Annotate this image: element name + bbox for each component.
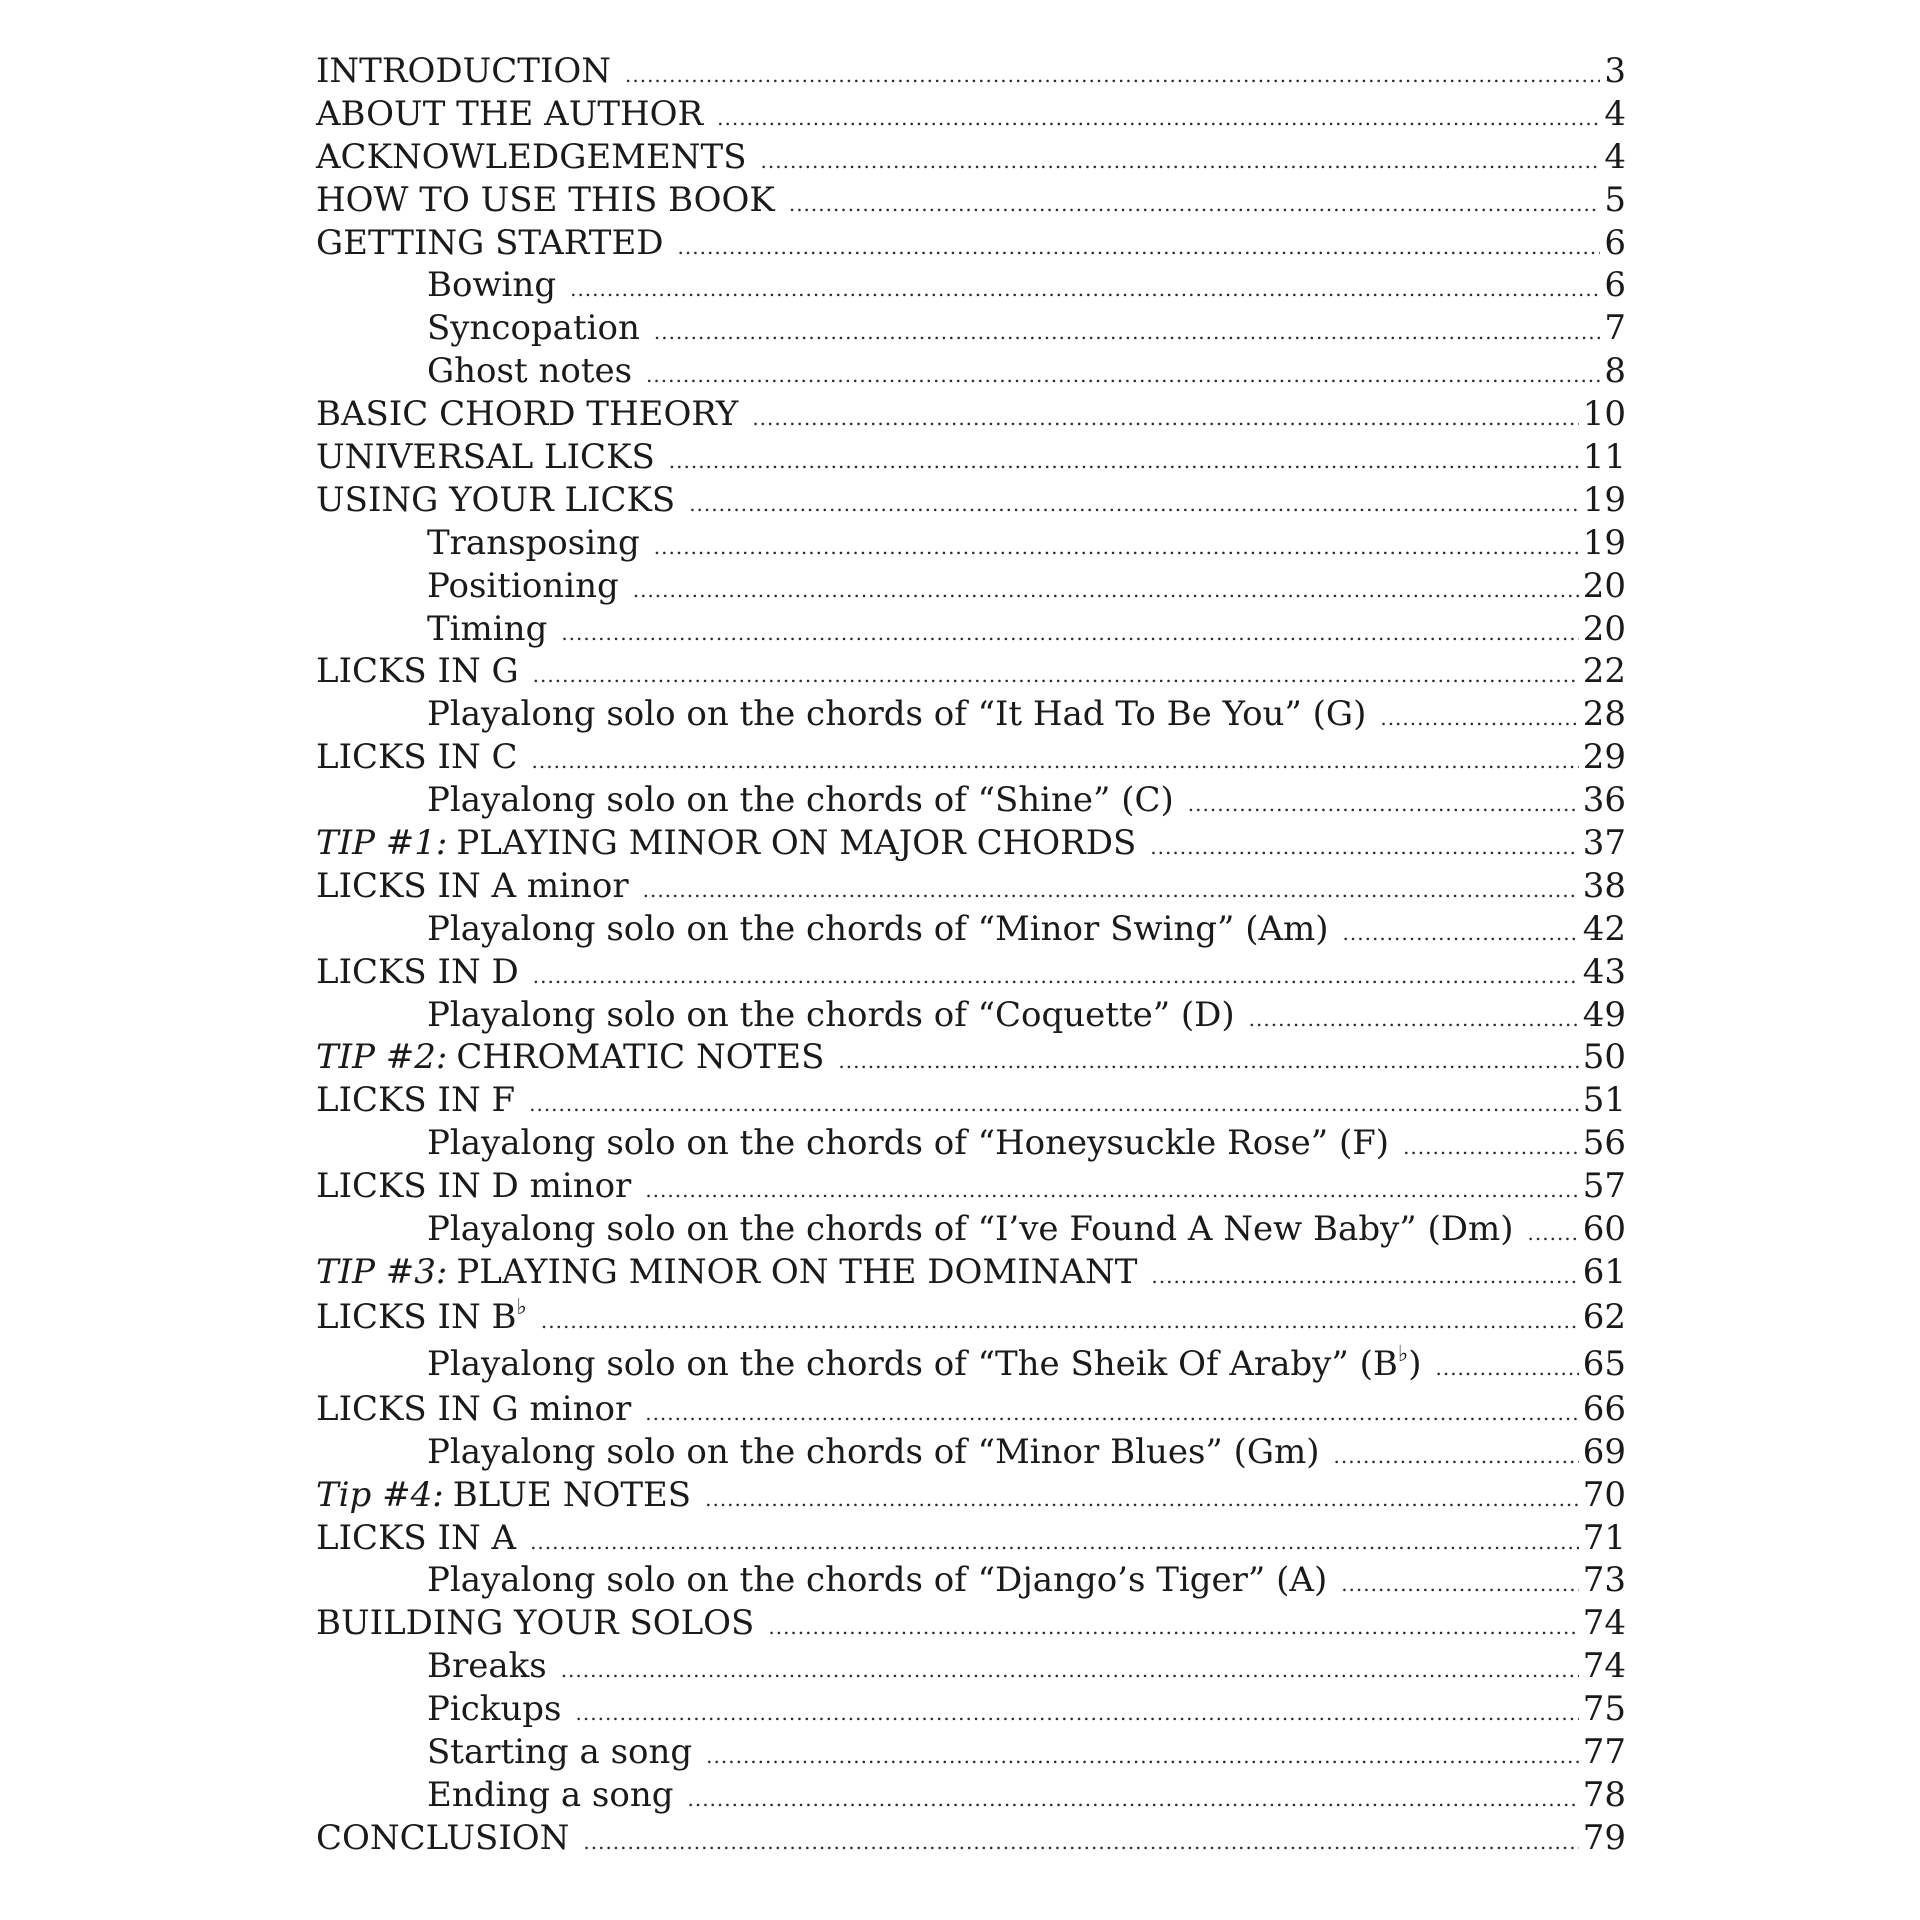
toc-page-number: 43 <box>1582 951 1626 992</box>
dot-leader <box>533 654 1579 697</box>
dot-leader <box>687 1778 1578 1821</box>
toc-entry-title <box>316 179 775 222</box>
toc-entry-title-text: Playalong solo on the chords of “The Sheik Of Araby” (B <box>427 1343 1398 1384</box>
toc-subentry <box>316 1122 1626 1165</box>
toc-entry-title-text: LICKS IN F <box>316 1080 516 1121</box>
toc-page-number: 42 <box>1582 908 1626 949</box>
toc-subentry <box>316 1208 1626 1251</box>
toc-entry-title-text: LICKS IN D <box>316 951 519 992</box>
toc-entry-title <box>427 1645 547 1688</box>
toc-entry-title-text: BASIC CHORD THEORY <box>316 394 739 435</box>
toc-entry <box>316 951 1626 994</box>
toc-entry-tip-label: Tip #4: <box>316 1474 444 1515</box>
toc-entry <box>316 865 1626 908</box>
toc-entry-title <box>427 1774 673 1817</box>
toc-entry-title <box>427 1208 1514 1251</box>
toc-entry-title <box>453 1474 691 1517</box>
toc-page-number: 70 <box>1582 1474 1626 1515</box>
toc-page-number: 65 <box>1582 1343 1626 1384</box>
dot-leader <box>717 97 1600 140</box>
dot-leader <box>532 740 1579 783</box>
dot-leader <box>570 268 1600 311</box>
toc-entry <box>316 1294 1626 1341</box>
toc-subentry <box>316 1774 1626 1817</box>
table-of-contents <box>316 50 1626 1860</box>
dot-leader <box>768 1606 1578 1649</box>
dot-leader <box>654 311 1601 354</box>
toc-entry-title <box>427 1688 562 1731</box>
toc-entry <box>316 1817 1626 1860</box>
dot-leader <box>1528 1212 1579 1255</box>
toc-page-number: 51 <box>1582 1080 1626 1121</box>
toc-page-number: 6 <box>1604 222 1626 263</box>
toc-entry-title-text: Playalong solo on the chords of “Coquette” (D) <box>427 994 1235 1035</box>
toc-entry <box>316 650 1626 693</box>
toc-page-number: 19 <box>1582 479 1626 520</box>
toc-page-number: 3 <box>1604 51 1626 91</box>
toc-entry-title-text: LICKS IN C <box>316 737 518 778</box>
toc-entry-title <box>316 951 519 994</box>
toc-entry-title-text: PLAYING MINOR ON MAJOR CHORDS <box>456 823 1137 864</box>
toc-entry-title-text: ACKNOWLEDGEMENTS <box>316 136 747 177</box>
toc-entry-title-text: Playalong solo on the chords of “Django’s Tiger” (A) <box>427 1560 1328 1601</box>
dot-leader <box>533 955 1579 998</box>
dot-leader <box>789 183 1601 226</box>
toc-entry-title-text: Starting a song <box>427 1731 693 1772</box>
toc-entry-title-text: LICKS IN G <box>316 651 519 692</box>
toc-entry-title <box>316 1079 515 1122</box>
toc-entry-title <box>316 736 518 779</box>
toc-page-number: 7 <box>1604 308 1626 349</box>
toc-entry <box>316 179 1626 222</box>
toc-page-number: 74 <box>1582 1603 1626 1644</box>
dot-leader <box>1403 1126 1579 1169</box>
toc-page-number: 60 <box>1582 1209 1626 1250</box>
toc-entry-title-text: CONCLUSION <box>316 1817 570 1858</box>
toc-entry-title-text: Playalong solo on the chords of “Minor Blues” (Gm) <box>427 1431 1320 1472</box>
toc-entry <box>316 1517 1626 1560</box>
toc-entry-title-text: Timing <box>427 608 548 649</box>
dot-leader <box>689 483 1579 526</box>
toc-entry-title <box>316 436 655 479</box>
toc-entry <box>316 436 1626 479</box>
dot-leader <box>706 1735 1579 1778</box>
toc-entry-title-text: Syncopation <box>427 308 640 349</box>
toc-subentry <box>316 1688 1626 1731</box>
toc-entry-title-text: Transposing <box>427 522 640 563</box>
toc-page-number: 22 <box>1582 651 1626 692</box>
dot-leader <box>678 226 1601 269</box>
toc-entry-title <box>316 136 747 179</box>
toc-subentry <box>316 1731 1626 1774</box>
toc-entry-title <box>427 264 556 307</box>
toc-entry-title <box>427 1731 692 1774</box>
toc-page-number: 36 <box>1582 780 1626 821</box>
toc-entry <box>316 393 1626 436</box>
toc-entry <box>316 136 1626 179</box>
toc-entry <box>316 1251 1626 1294</box>
toc-page-number: 49 <box>1582 994 1626 1035</box>
toc-page-number: 56 <box>1582 1123 1626 1164</box>
toc-entry-title-text: Pickups <box>427 1689 562 1730</box>
toc-entry-title <box>316 650 519 693</box>
toc-page-number: 10 <box>1582 394 1626 435</box>
toc-subentry <box>316 779 1626 822</box>
toc-page-number: 61 <box>1582 1251 1626 1292</box>
toc-entry-title-text: Playalong solo on the chords of “Minor Swing” (Am) <box>427 908 1329 949</box>
toc-entry-title <box>316 1517 516 1560</box>
toc-entry-title <box>427 779 1174 822</box>
toc-subentry <box>316 908 1626 951</box>
toc-entry-title <box>427 1431 1320 1474</box>
toc-entry-title <box>456 1251 1137 1294</box>
toc-entry-tip-label: TIP #2: <box>316 1037 448 1078</box>
flat-symbol: ♭ <box>516 1294 527 1320</box>
toc-page-number: 66 <box>1582 1388 1626 1429</box>
dot-leader <box>1334 1435 1579 1478</box>
toc-entry <box>316 93 1626 136</box>
toc-entry-title <box>427 350 632 393</box>
toc-entry <box>316 1079 1626 1122</box>
dot-leader <box>583 1821 1578 1864</box>
dot-leader <box>646 354 1600 397</box>
toc-page-number: 5 <box>1604 179 1626 220</box>
toc-entry-title <box>427 693 1366 736</box>
toc-subentry <box>316 307 1626 350</box>
dot-leader <box>576 1692 1579 1735</box>
toc-entry-title-text: BUILDING YOUR SOLOS <box>316 1603 755 1644</box>
toc-page-number: 28 <box>1582 694 1626 735</box>
toc-page-number: 4 <box>1604 136 1626 177</box>
dot-leader <box>1380 697 1578 740</box>
toc-subentry <box>316 608 1626 651</box>
toc-entry-title <box>316 222 664 265</box>
dot-leader <box>1343 912 1579 955</box>
toc-page-number: 19 <box>1582 522 1626 563</box>
toc-entry-title <box>427 1341 1421 1388</box>
toc-entry-title <box>316 393 738 436</box>
toc-subentry <box>316 1431 1626 1474</box>
toc-entry <box>316 1165 1626 1208</box>
toc-subentry <box>316 693 1626 736</box>
dot-leader <box>705 1478 1579 1521</box>
toc-entry-title-text: LICKS IN B <box>316 1296 517 1337</box>
dot-leader <box>541 1298 1579 1345</box>
toc-entry-title-text: GETTING STARTED <box>316 222 664 263</box>
toc-entry-title-text: Playalong solo on the chords of “Shine” (C) <box>427 780 1174 821</box>
toc-page-number: 78 <box>1582 1774 1626 1815</box>
toc-page-number: 69 <box>1582 1431 1626 1472</box>
dot-leader <box>633 569 1579 612</box>
toc-entry <box>316 736 1626 779</box>
dot-leader <box>645 1392 1579 1435</box>
toc-subentry <box>316 1645 1626 1688</box>
toc-entry-title-text: LICKS IN A minor <box>316 865 629 906</box>
toc-entry-tip-label: TIP #3: <box>316 1251 448 1292</box>
toc-entry-title <box>316 865 629 908</box>
toc-page-number: 37 <box>1582 823 1626 864</box>
toc-entry-title-text: PLAYING MINOR ON THE DOMINANT <box>456 1251 1138 1292</box>
toc-subentry <box>316 522 1626 565</box>
toc-subentry <box>316 565 1626 608</box>
toc-entry-title <box>427 1122 1389 1165</box>
dot-leader <box>625 54 1600 97</box>
dot-leader <box>654 526 1579 569</box>
dot-leader <box>530 1521 1579 1564</box>
toc-entry-title-text: USING YOUR LICKS <box>316 479 676 520</box>
flat-symbol: ♭ <box>1397 1341 1409 1367</box>
toc-page-number: 6 <box>1604 265 1626 306</box>
toc-entry <box>316 1036 1626 1079</box>
toc-entry-title <box>316 1165 631 1208</box>
dot-leader <box>1151 1255 1578 1298</box>
dot-leader <box>838 1040 1578 1083</box>
toc-page-number: 73 <box>1582 1560 1626 1601</box>
dot-leader <box>669 440 1579 483</box>
toc-entry-title <box>316 1388 631 1431</box>
toc-page-number: 62 <box>1582 1296 1626 1337</box>
toc-entry-title-text: LICKS IN D minor <box>316 1166 632 1207</box>
toc-entry <box>316 1602 1626 1645</box>
toc-entry-title-text: BLUE NOTES <box>452 1474 692 1515</box>
toc-entry-title-text: Playalong solo on the chords of “Honeysuckle Rose” (F) <box>427 1123 1390 1164</box>
dot-leader <box>561 1649 1579 1692</box>
toc-page-number: 29 <box>1582 737 1626 778</box>
toc-page-number: 79 <box>1582 1817 1626 1858</box>
toc-entry-title <box>316 1294 527 1341</box>
toc-entry <box>316 479 1626 522</box>
toc-entry-title <box>427 522 640 565</box>
dot-leader <box>1188 783 1579 826</box>
toc-entry-tip-label: TIP #1: <box>316 823 448 864</box>
toc-subentry <box>316 994 1626 1037</box>
toc-entry-title <box>427 307 640 350</box>
toc-page-number: 20 <box>1582 565 1626 606</box>
dot-leader <box>1150 826 1578 869</box>
toc-page-number: 71 <box>1582 1517 1626 1558</box>
dot-leader <box>529 1083 1579 1126</box>
toc-page-number: 77 <box>1582 1731 1626 1772</box>
toc-entry-title <box>427 565 619 608</box>
toc-page-number: 50 <box>1582 1037 1626 1078</box>
toc-page-number: 20 <box>1582 608 1626 649</box>
dot-leader <box>1249 998 1579 1041</box>
toc-entry-title-text: ABOUT THE AUTHOR <box>316 93 704 134</box>
dot-leader <box>1341 1563 1579 1606</box>
toc-entry-title <box>427 608 547 651</box>
toc-subentry <box>316 1341 1626 1388</box>
toc-page-number: 8 <box>1604 351 1626 392</box>
toc-page-number: 57 <box>1582 1166 1626 1207</box>
toc-entry-title-text: Ghost notes <box>427 351 633 392</box>
toc-entry-title <box>316 93 703 136</box>
toc-entry-title-text: HOW TO USE THIS BOOK <box>316 179 775 220</box>
dot-leader <box>752 397 1578 440</box>
toc-entry-title-text: LICKS IN G minor <box>316 1388 632 1429</box>
toc-entry-title-text: LICKS IN A <box>316 1517 517 1558</box>
toc-page-number: 75 <box>1582 1689 1626 1730</box>
dot-leader <box>643 869 1579 912</box>
dot-leader <box>761 140 1601 183</box>
toc-entry <box>316 1474 1626 1517</box>
toc-entry-title-text: Breaks <box>427 1646 547 1687</box>
toc-entry <box>316 222 1626 265</box>
toc-entry-title <box>427 994 1235 1037</box>
dot-leader <box>561 612 1578 655</box>
toc-entry-title-text: Bowing <box>427 265 557 306</box>
toc-entry-title <box>427 908 1329 951</box>
toc-entry-title-text: Ending a song <box>427 1774 674 1815</box>
toc-entry-title-text: Playalong solo on the chords of “It Had To Be You” (G) <box>427 694 1367 735</box>
toc-entry-title-text: UNIVERSAL LICKS <box>316 437 655 478</box>
toc-subentry <box>316 264 1626 307</box>
toc-entry-title <box>316 50 611 93</box>
toc-entry-title-text: Positioning <box>427 565 619 606</box>
toc-subentry <box>316 1559 1626 1602</box>
toc-entry-title <box>316 479 675 522</box>
toc-entry-title-suffix: ) <box>1408 1343 1422 1384</box>
toc-entry-title <box>456 1036 824 1079</box>
toc-entry <box>316 1388 1626 1431</box>
toc-entry-title-text: INTRODUCTION <box>316 51 611 91</box>
toc-page-number: 4 <box>1604 93 1626 134</box>
toc-page-number: 74 <box>1582 1646 1626 1687</box>
dot-leader <box>645 1169 1578 1212</box>
toc-entry-title-text: Playalong solo on the chords of “I’ve Found A New Baby” (Dm) <box>427 1209 1514 1250</box>
toc-page-number: 38 <box>1582 865 1626 906</box>
dot-leader <box>1435 1345 1578 1392</box>
toc-entry-title-text: CHROMATIC NOTES <box>456 1037 825 1078</box>
toc-subentry <box>316 350 1626 393</box>
toc-entry-title <box>316 1817 569 1860</box>
toc-entry-title <box>427 1559 1327 1602</box>
toc-entry <box>316 822 1626 865</box>
toc-entry-title <box>316 1602 754 1645</box>
toc-entry <box>316 50 1626 93</box>
toc-page-number: 11 <box>1582 437 1626 478</box>
toc-entry-title <box>456 822 1136 865</box>
